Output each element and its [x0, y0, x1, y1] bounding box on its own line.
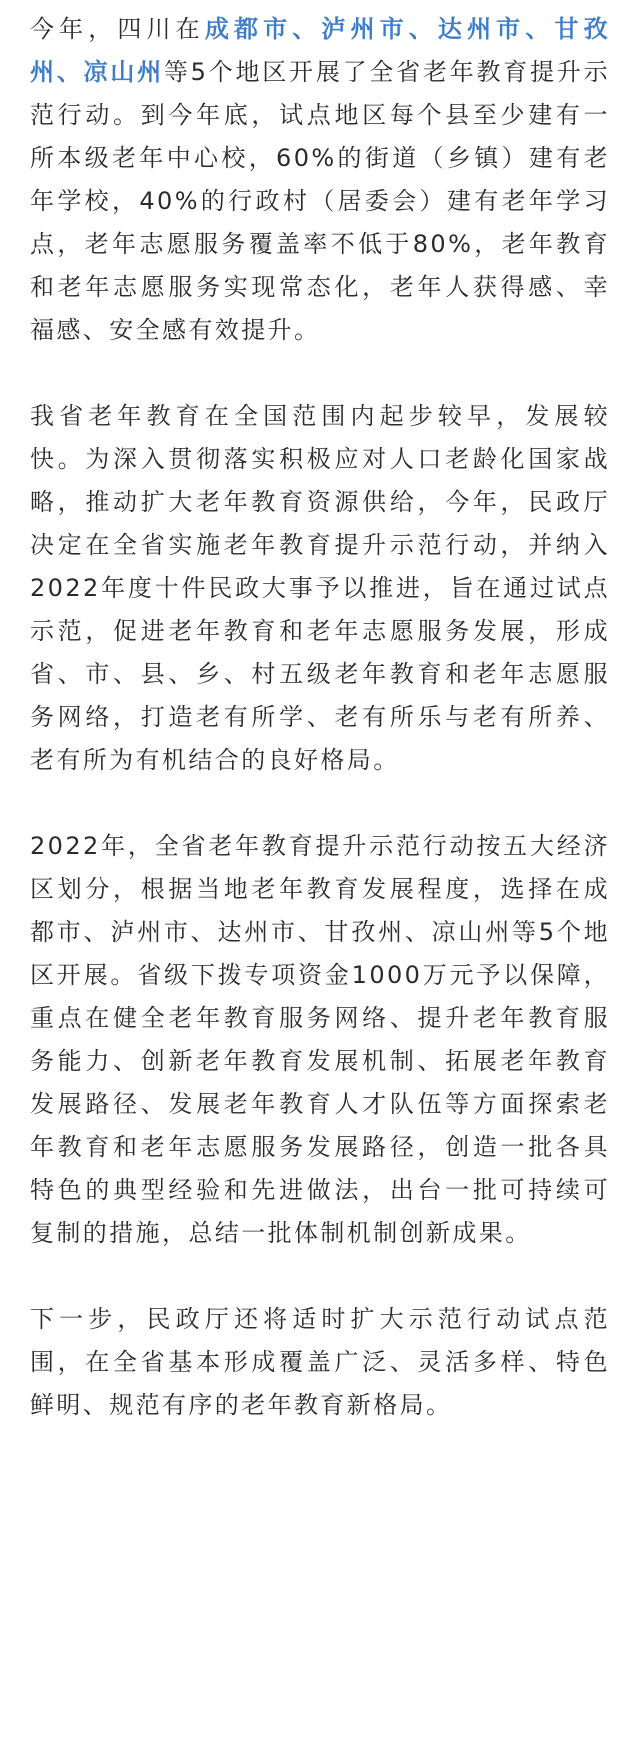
highlighted-regions: 成都市、泸州市、达州市、甘孜州、凉山州	[30, 15, 610, 86]
paragraph-text: 等5个地区开展了全省老年教育提升示范行动。到今年底，试点地区每个县至少建有一所本级老年中心校，60%的街道（乡镇）建有老年学校，40%的行政村（居委会）建有老年学习点，老年志愿服务覆盖率不低于80%，老年教育和老年志愿服务实现常态化，老年人获得感、幸福感、安全感有效提升。	[30, 58, 610, 344]
paragraph-text: 下一步，民政厅还将适时扩大示范行动试点范围，在全省基本形成覆盖广泛、灵活多样、特色鲜明、规范有序的老年教育新格局。	[30, 1305, 610, 1419]
article-paragraph-4	[30, 1298, 610, 1427]
paragraph-text: 我省老年教育在全国范围内起步较早，发展较快。为深入贯彻落实积极应对人口老龄化国家战略，推动扩大老年教育资源供给，今年，民政厅决定在全省实施老年教育提升示范行动，并纳入2022年度十件民政大事予以推进，旨在通过试点示范，促进老年教育和老年志愿服务发展，形成省、市、县、乡、村五级老年教育和老年志愿服务网络，打造老有所学、老有所乐与老有所养、老有所为有机结合的良好格局。	[30, 402, 610, 774]
article-body	[30, 8, 610, 1427]
article-paragraph-2	[30, 395, 610, 782]
article-paragraph-1	[30, 8, 610, 352]
paragraph-text: 今年，四川在	[30, 15, 205, 43]
article-paragraph-3	[30, 825, 610, 1255]
paragraph-text: 2022年，全省老年教育提升示范行动按五大经济区划分，根据当地老年教育发展程度，选择在成都市、泸州市、达州市、甘孜州、凉山州等5个地区开展。省级下拨专项资金1000万元予以保障，重点在健全老年教育服务网络、提升老年教育服务能力、创新老年教育发展机制、拓展老年教育发展路径、发展老年教育人才队伍等方面探索老年教育和老年志愿服务发展路径，创造一批各具特色的典型经验和先进做法，出台一批可持续可复制的措施，总结一批体制机制创新成果。	[30, 832, 610, 1247]
